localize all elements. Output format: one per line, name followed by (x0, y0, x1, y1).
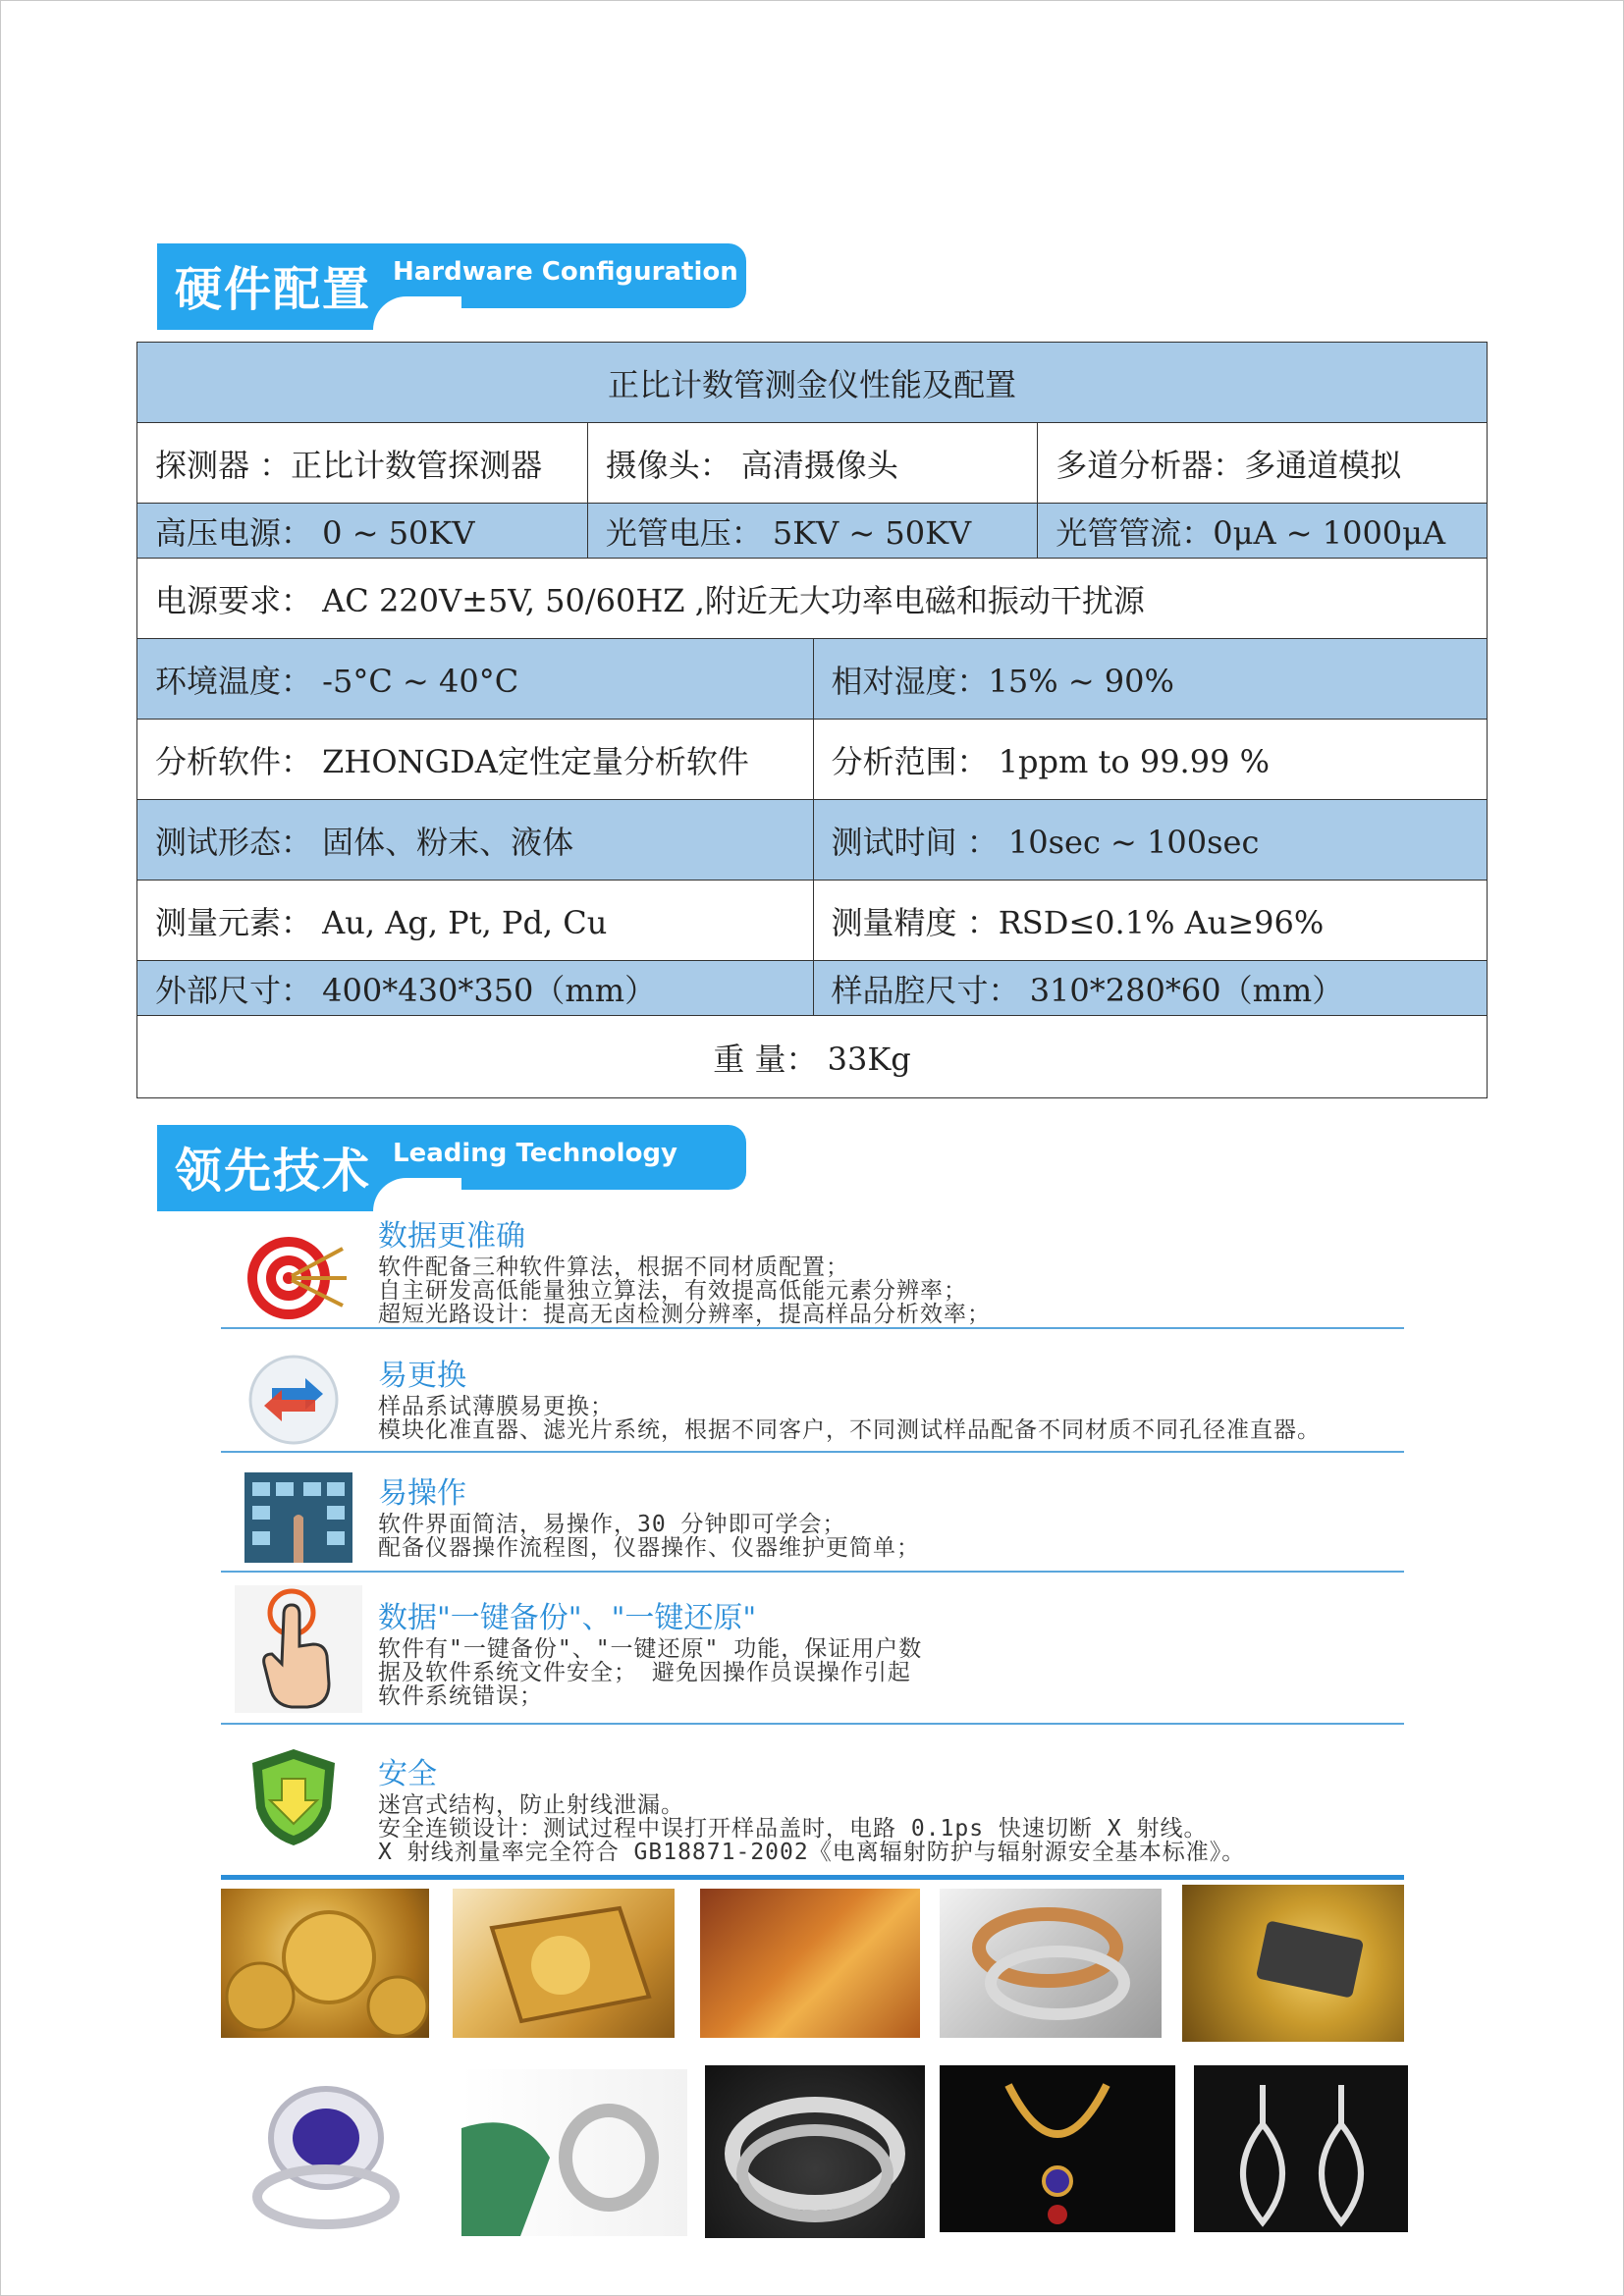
table-row (137, 720, 1488, 800)
touch-screen-icon (244, 1472, 352, 1563)
power-requirement-cell: 电源要求： AC 220V±5V, 50/60HZ ,附近无大功率电磁和振动干扰源 (137, 559, 1488, 639)
table-row (137, 1016, 1488, 1098)
swap-arrows-icon (244, 1351, 352, 1449)
target-icon (244, 1227, 352, 1325)
hardware-title-en: Hardware Configuration (393, 257, 738, 287)
feature-line: 软件系统错误； (378, 1683, 543, 1709)
feature-title: 安全 (378, 1757, 437, 1791)
feature-line: 样品系试薄膜易更换； (378, 1394, 614, 1419)
gold-pendant-photo (453, 1889, 675, 2038)
table-row (137, 504, 1488, 559)
tube-voltage-cell: 光管电压： 5KV ~ 50KV (587, 504, 1038, 559)
silver-bangles-photo (705, 2065, 925, 2238)
weight-cell: 重 量： 33Kg (137, 1016, 1488, 1098)
feature-safety (221, 1737, 1404, 1865)
sample-form-cell: 测试形态： 固体、粉末、液体 (137, 800, 814, 881)
leading-title-en: Leading Technology (393, 1139, 677, 1168)
feature-title: 易操作 (378, 1476, 466, 1511)
hardware-config-banner (157, 243, 746, 330)
leading-tech-banner (157, 1125, 746, 1211)
hand-pointer-icon (235, 1585, 362, 1713)
feature-line: 配备仪器操作流程图，仪器操作、仪器维护更简单； (378, 1535, 920, 1561)
gold-coins-photo (221, 1889, 429, 2038)
table-row (137, 961, 1488, 1016)
feature-easy-operate (221, 1465, 1404, 1573)
software-cell: 分析软件： ZHONGDA定性定量分析软件 (137, 720, 814, 800)
feature-line: 据及软件系统文件安全； 避免因操作员误操作引起 (378, 1660, 911, 1685)
feature-easy-replace (221, 1347, 1404, 1453)
hv-supply-cell: 高压电源： 0 ~ 50KV (137, 504, 588, 559)
elements-cell: 测量元素： Au, Ag, Pt, Pd, Cu (137, 881, 814, 961)
tube-current-cell: 光管管流：0μA ~ 1000μA (1038, 504, 1488, 559)
feature-line: X 射线剂量率完全符合 GB18871-2002《电离辐射防护与辐射源安全基本标准》。 (378, 1840, 1246, 1865)
feature-line: 安全连锁设计：测试过程中误打开样品盖时，电路 0.1ps 快速切断 X 射线。 (378, 1816, 1208, 1842)
gold-bullion-photo (1182, 1885, 1404, 2042)
feature-line: 模块化准直器、滤光片系统，根据不同客户，不同测试样品配备不同材质不同孔径准直器。 (378, 1417, 1321, 1443)
table-row (137, 800, 1488, 881)
gold-necklace-photo (940, 2065, 1175, 2232)
feature-backup-restore (221, 1585, 1404, 1725)
feature-line: 迷宫式结构，防止射线泄漏。 (378, 1792, 684, 1818)
detector-cell: 探测器 ：正比计数管探测器 (137, 423, 588, 504)
diamond-earrings-photo (1194, 2065, 1408, 2232)
precision-cell: 测量精度 ：RSD≤0.1% Au≥96% (813, 881, 1487, 961)
feature-title: 数据"一键备份"、"一键还原" (378, 1601, 757, 1635)
shield-icon (244, 1745, 352, 1843)
test-time-cell: 测试时间 ： 10sec ~ 100sec (813, 800, 1487, 881)
camera-cell: 摄像头： 高清摄像头 (587, 423, 1038, 504)
section-divider (221, 1875, 1404, 1880)
sapphire-ring-photo (230, 2069, 422, 2236)
gold-bar-engraved-photo (700, 1889, 920, 2038)
feature-line: 软件配备三种软件算法，根据不同材质配置； (378, 1255, 849, 1280)
feature-line: 软件界面简洁，易操作，30 分钟即可学会； (378, 1512, 846, 1537)
table-row (137, 881, 1488, 961)
table-row (137, 639, 1488, 720)
humidity-cell: 相对湿度：15% ~ 90% (813, 639, 1487, 720)
feature-title: 易更换 (378, 1359, 466, 1393)
hardware-title-cn: 硬件配置 (175, 262, 372, 317)
chamber-size-cell: 样品腔尺寸： 310*280*60（mm） (813, 961, 1487, 1016)
leading-title-cn: 领先技术 (175, 1144, 372, 1199)
ambient-temp-cell: 环境温度： -5°C ~ 40°C (137, 639, 814, 720)
table-row (137, 559, 1488, 639)
metal-rings-photo (940, 1889, 1162, 2038)
feature-line: 软件有"一键备份"、"一键还原" 功能，保证用户数 (378, 1636, 923, 1662)
feature-line: 超短光路设计：提高无卤检测分辨率，提高样品分析效率； (378, 1302, 991, 1327)
feature-title: 数据更准确 (378, 1219, 525, 1254)
table-header-row (137, 343, 1488, 423)
external-size-cell: 外部尺寸： 400*430*350（mm） (137, 961, 814, 1016)
table-title: 正比计数管测金仪性能及配置 (137, 343, 1488, 423)
silver-rings-photo (461, 2069, 687, 2236)
analyzer-cell: 多道分析器：多通道模拟 (1038, 423, 1488, 504)
feature-line: 自主研发高低能量独立算法，有效提高低能元素分辨率； (378, 1278, 967, 1304)
range-cell: 分析范围： 1ppm to 99.99 % (813, 720, 1487, 800)
spec-table (136, 342, 1488, 1098)
feature-accuracy (221, 1207, 1404, 1330)
table-row (137, 423, 1488, 504)
